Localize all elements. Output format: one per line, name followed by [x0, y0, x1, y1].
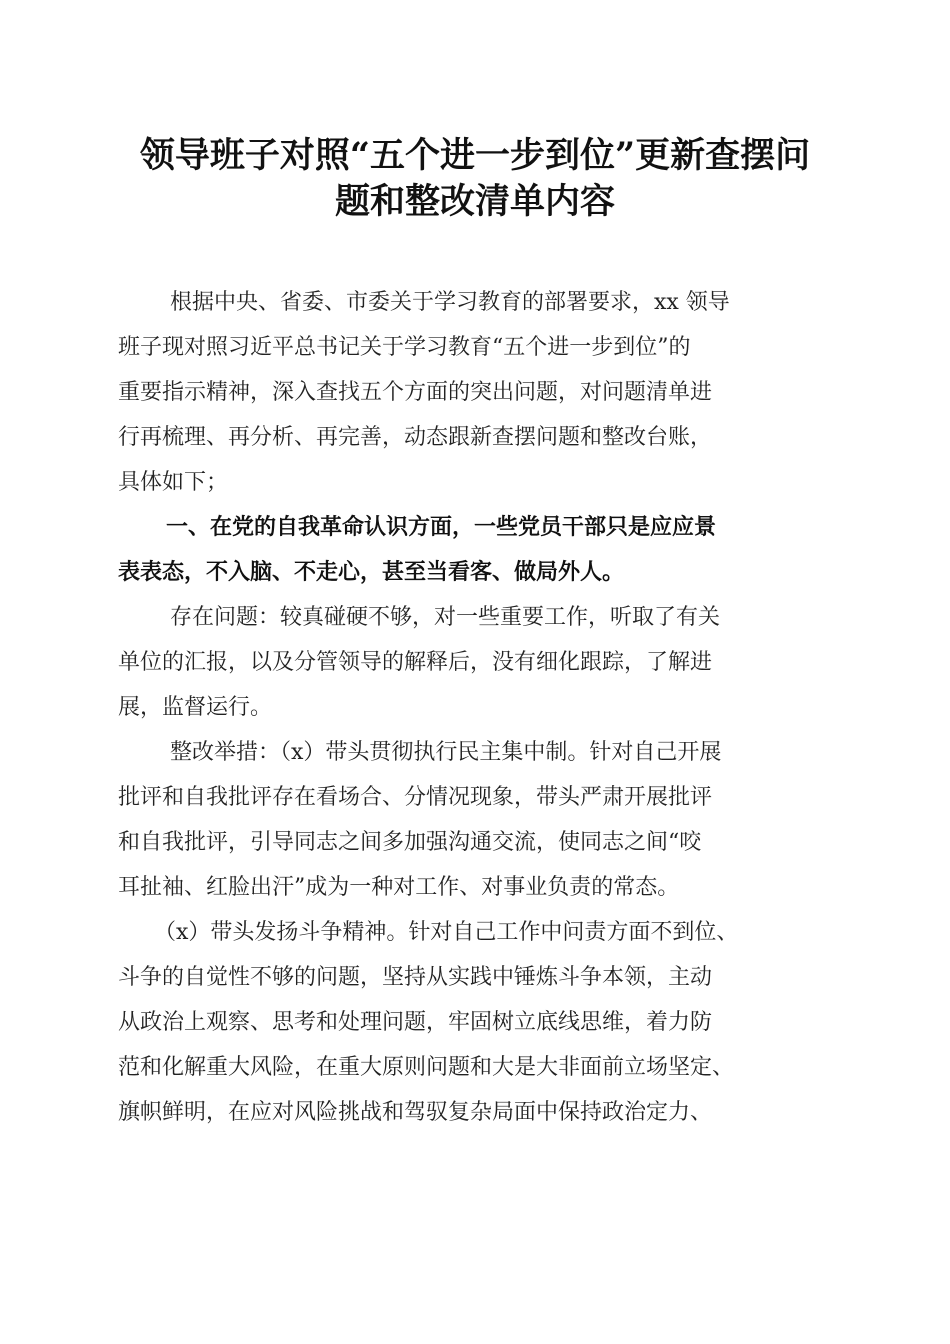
document-title [100, 133, 850, 225]
intro-paragraph [118, 280, 830, 505]
text-line: 从政治上观察、思考和处理问题，牢固树立底线思维，着力防 [118, 1010, 713, 1035]
text-line: 具体如下； [118, 470, 229, 495]
text-line: 范和化解重大风险，在重大原则问题和大是大非面前立场坚定、 [118, 1055, 735, 1080]
text-line: 班子现对照习近平总书记关于学习教育“五个进一步到位”的 [118, 335, 691, 360]
text-line: 批评和自我批评存在看场合、分情况现象，带头严肃开展批评 [118, 785, 713, 810]
text-line: 存在问题：较真碰硬不够，对一些重要工作，听取了有关 [170, 605, 721, 630]
measure-paragraph [118, 910, 830, 1135]
text-line: 行再梳理、再分析、再完善，动态跟新查摆问题和整改台账， [118, 425, 713, 450]
text-line: 整改举措：（x）带头贯彻执行民主集中制。针对自己开展 [170, 740, 722, 765]
section-heading [118, 505, 830, 595]
text-line: 和自我批评，引导同志之间多加强沟通交流，使同志之间“咬 [118, 830, 702, 855]
text-line: 表表态，不入脑、不走心，甚至当看客、做局外人。 [118, 560, 625, 585]
text-line: 展，监督运行。 [118, 695, 273, 720]
title-line: 题和整改清单内容 [334, 181, 615, 222]
title-line: 领导班子对照“五个进一步到位”更新查摆问 [139, 135, 811, 176]
text-line: 重要指示精神，深入查找五个方面的突出问题，对问题清单进 [118, 380, 713, 405]
text-line: 一、在党的自我革命认识方面，一些党员干部只是应应景 [166, 515, 717, 540]
text-line: 斗争的自觉性不够的问题，坚持从实践中锤炼斗争本领，主动 [118, 965, 713, 990]
text-line: 耳扯袖、红脸出汗”成为一种对工作、对事业负责的常态。 [118, 875, 680, 900]
text-line: 旗帜鲜明，在应对风险挑战和驾驭复杂局面中保持政治定力、 [118, 1100, 713, 1125]
problem-paragraph [118, 595, 830, 730]
text-line: （x）带头发扬斗争精神。针对自己工作中问责方面不到位、 [154, 920, 739, 945]
document-body [118, 280, 830, 1135]
text-line: 单位的汇报，以及分管领导的解释后，没有细化跟踪，了解进 [118, 650, 713, 675]
measure-paragraph [118, 730, 830, 910]
text-line: 根据中央、省委、市委关于学习教育的部署要求，xx 领导 [170, 290, 730, 315]
